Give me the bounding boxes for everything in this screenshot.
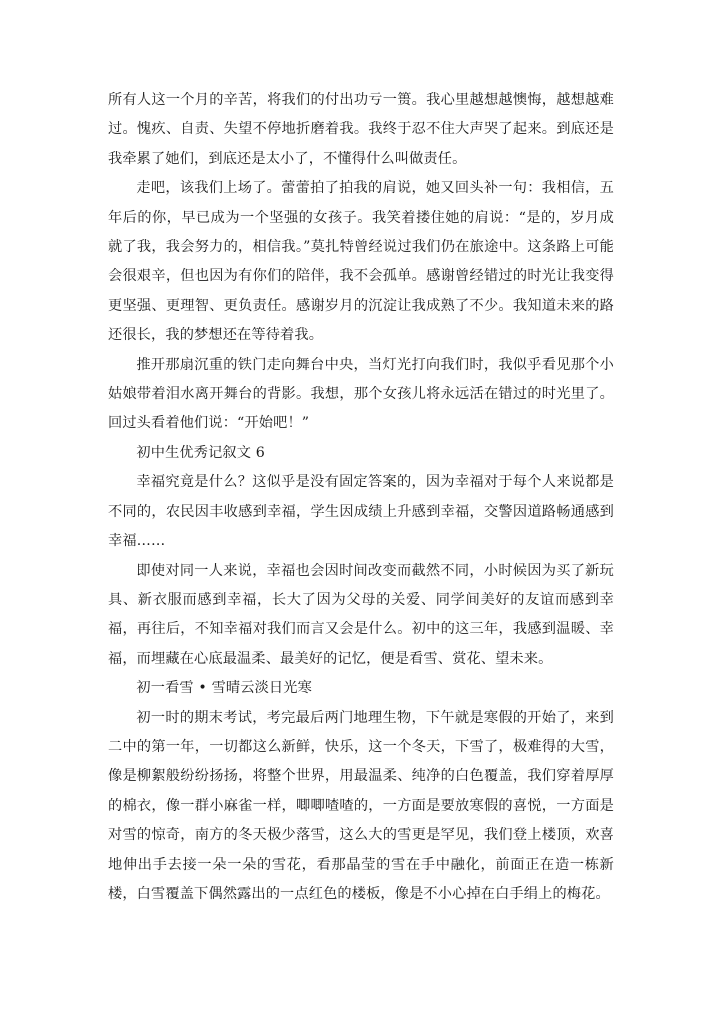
section-heading: 初中生优秀记叙文 6: [136, 444, 265, 461]
section-heading: 初一看雪 • 雪晴云淡日光寒: [136, 680, 312, 697]
document-page: [108, 86, 614, 909]
paragraph: 即使对同一人来说，幸福也会因时间改变而截然不同，小时候因为买了新玩具、新衣服而感到幸福，长大了因为父母的关爱、同学间美好的友谊而感到幸福，再往后，不知幸福对我们而言又会是什么。初中的这三年，我感到温暖、幸福，而埋藏在心底最温柔、最美好的记忆，便是看雪、赏花、望未来。: [108, 562, 614, 667]
paragraph: 幸福究竟是什么？这似乎是没有固定答案的，因为幸福对于每个人来说都是不同的，农民因丰收感到幸福，学生因成绩上升感到幸福，交警因道路畅通感到幸福……: [108, 474, 614, 550]
paragraph-continued: 所有人这一个月的辛苦，将我们的付出功亏一篑。我心里越想越懊悔，越想越难过。愧疚、自责、失望不停地折磨着我。我终于忍不住大声哭了起来。到底还是我牵累了她们，到底还是太小了，不懂得什么叫做责任。: [108, 92, 614, 167]
paragraph: 初一时的期末考试，考完最后两门地理生物，下午就是寒假的开始了，来到二中的第一年，一切都这么新鲜，快乐，这一个冬天，下雪了，极难得的大雪，像是柳絮般纷纷扬扬，将整个世界，用最温柔、纯净的白色覆盖，我们穿着厚厚的棉衣，像一群小麻雀一样，唧唧喳喳的，一方面是要放寒假的喜悦，一方面是对雪的惊奇，南方的冬天极少落雪，这么大的雪更是罕见，我们登上楼顶，欢喜地伸出手去接一朵一朵的雪花，看那晶莹的雪在手中融化，前面正在造一栋新楼，白雪覆盖下偶然露出的一点红色的楼板，像是不小心掉在白手绢上的梅花。: [108, 709, 614, 902]
paragraph: 走吧，该我们上场了。蕾蕾拍了拍我的肩说，她又回头补一句：我相信，五年后的你，早已成为一个坚强的女孩子。我笑着搂住她的肩说：“是的，岁月成就了我，我会努力的，相信我。”莫扎特曾经说过我们仍在旅途中。这条路上可能会很艰辛，但也因为有你们的陪伴，我不会孤单。感谢曾经错过的时光让我变得更坚强、更理智、更负责任。感谢岁月的沉淀让我成熟了不少。我知道未来的路还很长，我的梦想还在等待着我。: [108, 180, 614, 344]
paragraph: 推开那扇沉重的铁门走向舞台中央，当灯光打向我们时，我似乎看见那个小姑娘带着泪水离开舞台的背影。我想，那个女孩儿将永远活在错过的时光里了。回过头看着他们说：“开始吧！”: [108, 356, 614, 432]
